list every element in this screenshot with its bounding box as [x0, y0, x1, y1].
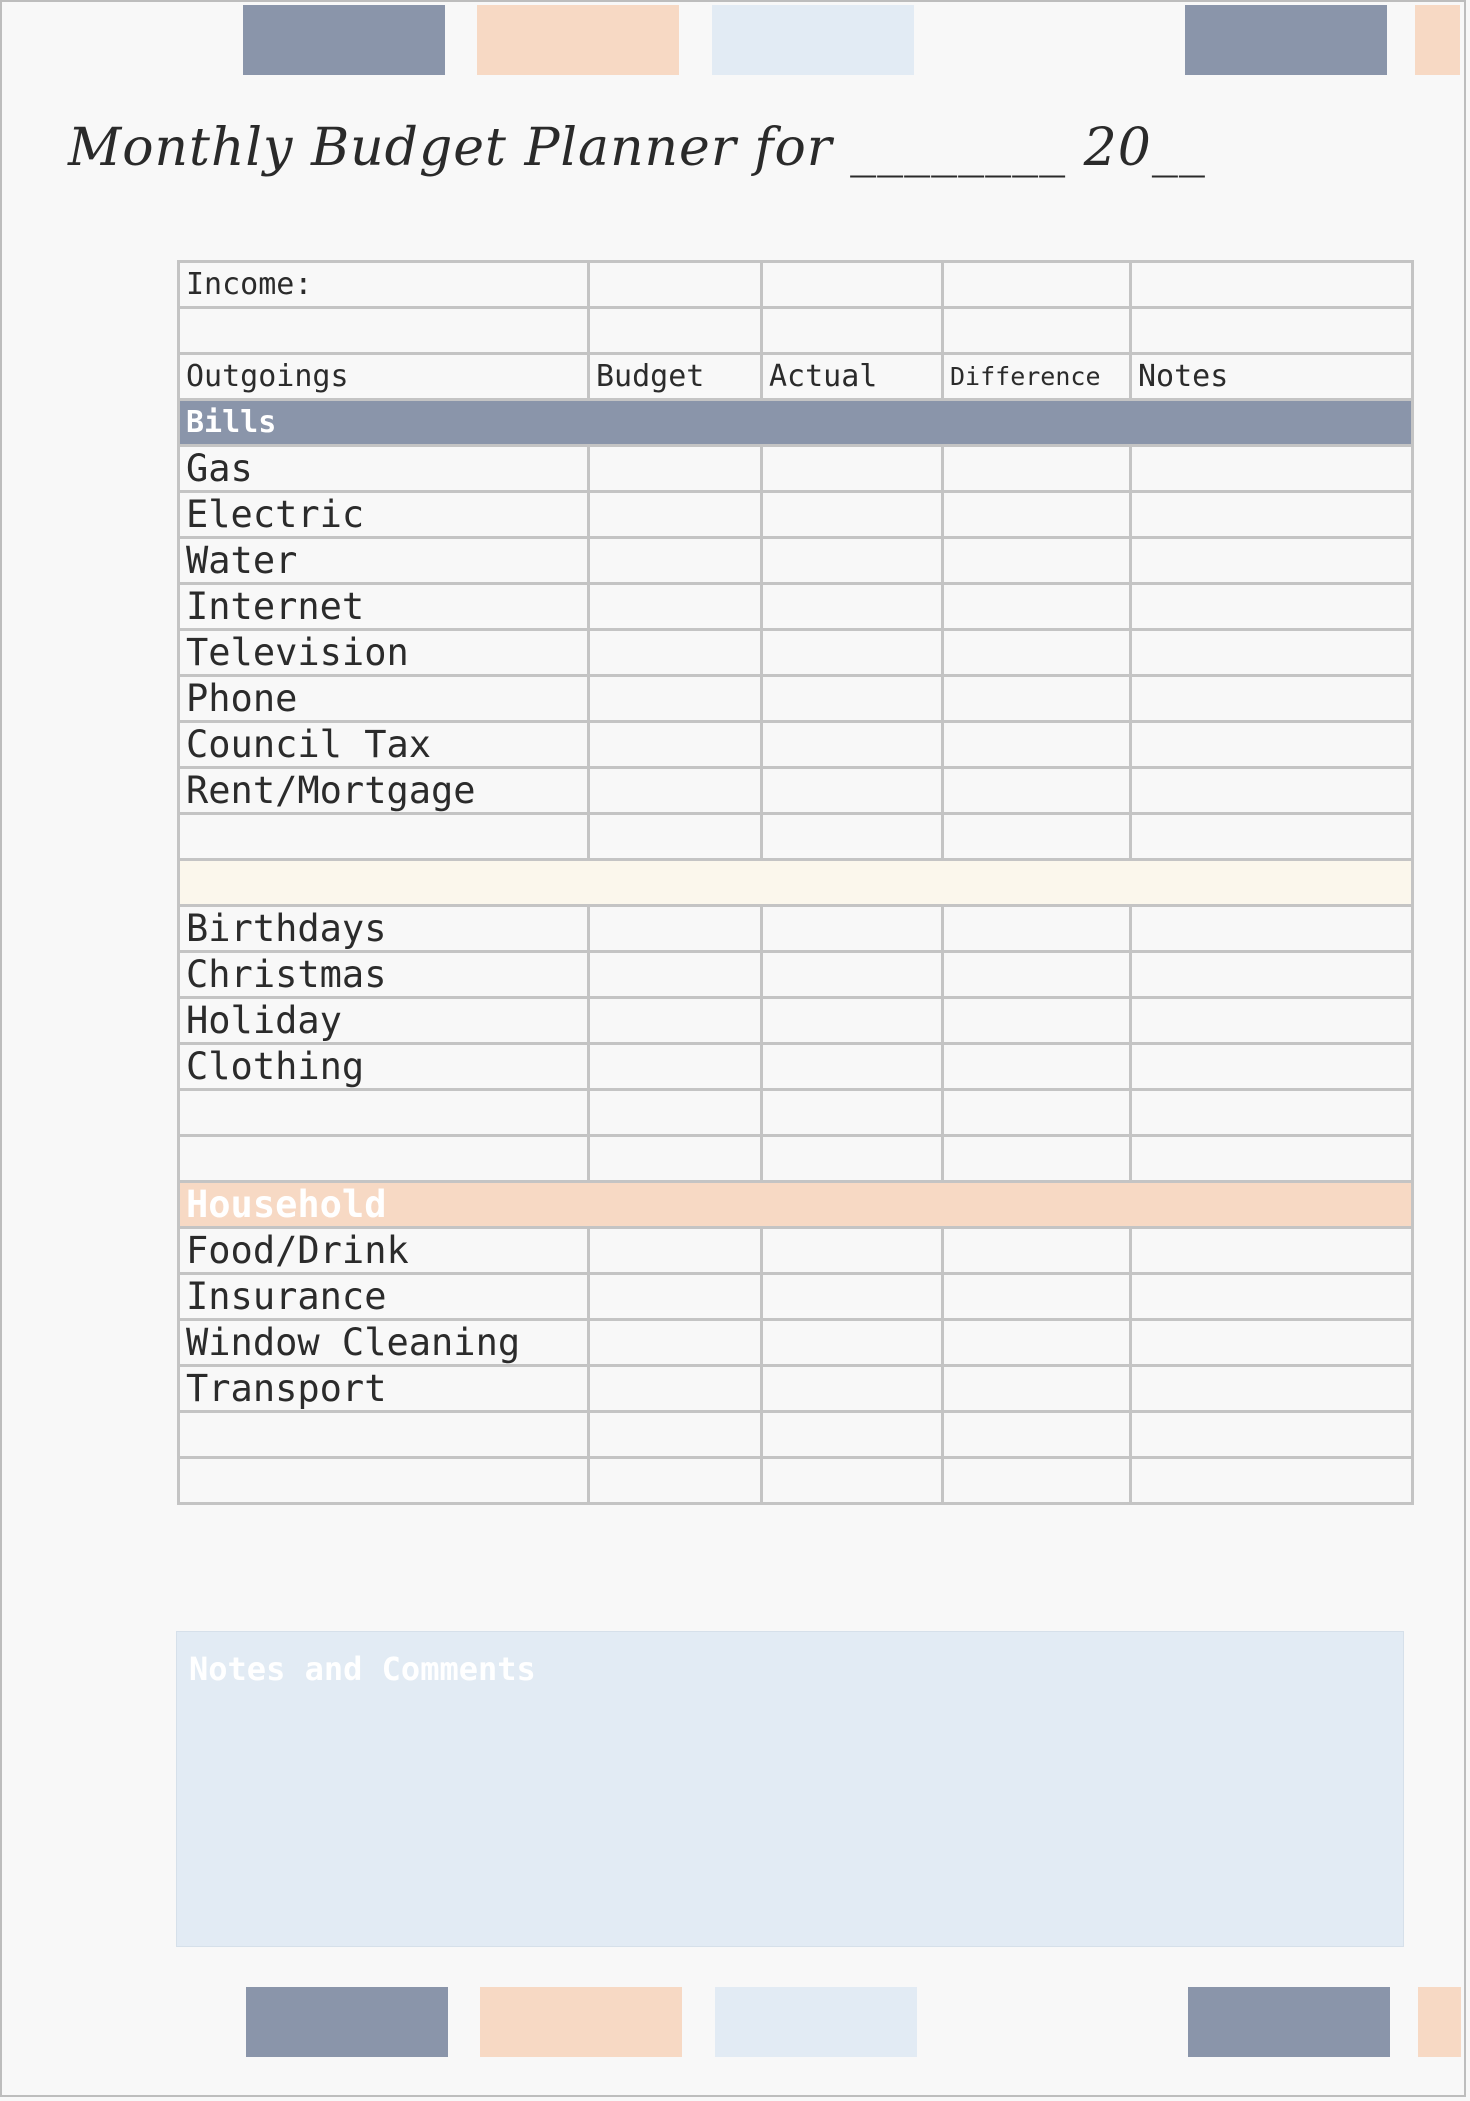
blank-cell[interactable] [762, 814, 943, 860]
table-row-blank [179, 1458, 1413, 1504]
blank-cell[interactable] [762, 308, 943, 354]
notes-cell[interactable] [1131, 1274, 1413, 1320]
budget-cell[interactable] [589, 768, 762, 814]
income-difference-cell[interactable] [943, 262, 1131, 308]
table-row [179, 676, 1413, 722]
table-row [179, 584, 1413, 630]
row-label: Christmas [179, 952, 589, 998]
col-header-notes: Notes [1131, 354, 1413, 400]
actual-cell[interactable] [762, 538, 943, 584]
budget-cell[interactable] [589, 538, 762, 584]
blank-cell[interactable] [943, 1090, 1131, 1136]
budget-table [177, 260, 1414, 1505]
row-label: Internet [179, 584, 589, 630]
blank-cell[interactable] [762, 1136, 943, 1182]
blank-cell[interactable] [589, 1136, 762, 1182]
difference-cell[interactable] [943, 1366, 1131, 1412]
difference-cell[interactable] [943, 538, 1131, 584]
table-row [179, 998, 1413, 1044]
difference-cell[interactable] [943, 722, 1131, 768]
header-row [179, 354, 1413, 400]
table-row [179, 446, 1413, 492]
notes-cell[interactable] [1131, 630, 1413, 676]
table-row [179, 906, 1413, 952]
table-row [179, 722, 1413, 768]
table-row-blank [179, 1136, 1413, 1182]
blank-cell[interactable] [1131, 814, 1413, 860]
top-swatch-peach-1 [477, 5, 679, 75]
section-band-fill [179, 860, 1413, 906]
bottom-swatch-peach-2 [1418, 1987, 1461, 2057]
section-label-household: Household [179, 1182, 1413, 1228]
blank-cell[interactable] [943, 308, 1131, 354]
actual-cell[interactable] [762, 906, 943, 952]
income-budget-cell[interactable] [589, 262, 762, 308]
top-swatch-slate-2 [1185, 5, 1387, 75]
table-row [179, 630, 1413, 676]
row-label: Gas [179, 446, 589, 492]
table-row [179, 1320, 1413, 1366]
difference-cell[interactable] [943, 584, 1131, 630]
budget-cell[interactable] [589, 1366, 762, 1412]
row-label: Rent/Mortgage [179, 768, 589, 814]
actual-cell[interactable] [762, 768, 943, 814]
income-row [179, 262, 1413, 308]
income-label: Income: [179, 262, 589, 308]
difference-cell[interactable] [943, 998, 1131, 1044]
budget-cell[interactable] [589, 630, 762, 676]
blank-cell[interactable] [179, 1090, 589, 1136]
row-label: Transport [179, 1366, 589, 1412]
difference-cell[interactable] [943, 768, 1131, 814]
difference-cell[interactable] [943, 492, 1131, 538]
blank-cell[interactable] [179, 1412, 589, 1458]
budget-cell[interactable] [589, 1228, 762, 1274]
notes-cell[interactable] [1131, 676, 1413, 722]
notes-cell[interactable] [1131, 952, 1413, 998]
income-notes-cell[interactable] [1131, 262, 1413, 308]
row-label: Insurance [179, 1274, 589, 1320]
actual-cell[interactable] [762, 722, 943, 768]
blank-cell[interactable] [943, 1412, 1131, 1458]
budget-cell[interactable] [589, 1320, 762, 1366]
difference-cell[interactable] [943, 906, 1131, 952]
notes-cell[interactable] [1131, 1320, 1413, 1366]
table-row-blank [179, 814, 1413, 860]
row-label: Birthdays [179, 906, 589, 952]
actual-cell[interactable] [762, 584, 943, 630]
blank-cell[interactable] [589, 308, 762, 354]
row-label: Window Cleaning [179, 1320, 589, 1366]
blank-cell[interactable] [589, 1090, 762, 1136]
col-header-outgoings: Outgoings [179, 354, 589, 400]
actual-cell[interactable] [762, 676, 943, 722]
budget-cell[interactable] [589, 998, 762, 1044]
notes-cell[interactable] [1131, 906, 1413, 952]
difference-cell[interactable] [943, 446, 1131, 492]
budget-cell[interactable] [589, 1274, 762, 1320]
notes-cell[interactable] [1131, 1366, 1413, 1412]
actual-cell[interactable] [762, 998, 943, 1044]
section-band-household [179, 1182, 1413, 1228]
blank-cell[interactable] [1131, 1090, 1413, 1136]
notes-cell[interactable] [1131, 1228, 1413, 1274]
bottom-swatch-blue-1 [715, 1987, 917, 2057]
budget-cell[interactable] [589, 906, 762, 952]
blank-cell[interactable] [1131, 1136, 1413, 1182]
notes-cell[interactable] [1131, 1044, 1413, 1090]
notes-box[interactable] [176, 1631, 1404, 1947]
table-row [179, 1044, 1413, 1090]
col-header-actual: Actual [762, 354, 943, 400]
blank-cell[interactable] [1131, 1458, 1413, 1504]
table-row [179, 1274, 1413, 1320]
actual-cell[interactable] [762, 446, 943, 492]
notes-cell[interactable] [1131, 722, 1413, 768]
notes-cell[interactable] [1131, 446, 1413, 492]
budget-cell[interactable] [589, 952, 762, 998]
col-header-difference: Difference [943, 354, 1131, 400]
section-band-unlabeled [179, 860, 1413, 906]
notes-cell[interactable] [1131, 998, 1413, 1044]
notes-cell[interactable] [1131, 584, 1413, 630]
notes-label: Notes and Comments [189, 1650, 536, 1688]
row-label: Television [179, 630, 589, 676]
notes-cell[interactable] [1131, 768, 1413, 814]
difference-cell[interactable] [943, 1320, 1131, 1366]
actual-cell[interactable] [762, 952, 943, 998]
difference-cell[interactable] [943, 676, 1131, 722]
budget-cell[interactable] [589, 492, 762, 538]
top-swatch-peach-2 [1415, 5, 1460, 75]
blank-cell[interactable] [589, 814, 762, 860]
bottom-swatch-slate-1 [246, 1987, 448, 2057]
table-row [179, 492, 1413, 538]
row-label: Electric [179, 492, 589, 538]
row-label: Clothing [179, 1044, 589, 1090]
blank-cell[interactable] [1131, 1412, 1413, 1458]
page-title: Monthly Budget Planner for ________ 20__ [68, 118, 1206, 178]
actual-cell[interactable] [762, 1044, 943, 1090]
table-row [179, 1366, 1413, 1412]
row-label: Food/Drink [179, 1228, 589, 1274]
actual-cell[interactable] [762, 1320, 943, 1366]
income-actual-cell[interactable] [762, 262, 943, 308]
budget-cell[interactable] [589, 722, 762, 768]
difference-cell[interactable] [943, 1228, 1131, 1274]
section-band-bills [179, 400, 1413, 446]
row-label: Council Tax [179, 722, 589, 768]
blank-cell[interactable] [762, 1090, 943, 1136]
notes-cell[interactable] [1131, 538, 1413, 584]
blank-cell[interactable] [179, 308, 589, 354]
blank-cell[interactable] [943, 814, 1131, 860]
actual-cell[interactable] [762, 1228, 943, 1274]
blank-cell[interactable] [943, 1136, 1131, 1182]
budget-cell[interactable] [589, 1044, 762, 1090]
row-label: Phone [179, 676, 589, 722]
row-label: Holiday [179, 998, 589, 1044]
bottom-swatch-slate-2 [1188, 1987, 1390, 2057]
budget-cell[interactable] [589, 676, 762, 722]
table-row [179, 1228, 1413, 1274]
actual-cell[interactable] [762, 492, 943, 538]
difference-cell[interactable] [943, 630, 1131, 676]
bottom-swatch-peach-1 [480, 1987, 682, 2057]
table-row [179, 768, 1413, 814]
blank-cell[interactable] [762, 1412, 943, 1458]
actual-cell[interactable] [762, 1274, 943, 1320]
income-entry-row [179, 308, 1413, 354]
difference-cell[interactable] [943, 952, 1131, 998]
actual-cell[interactable] [762, 630, 943, 676]
budget-cell[interactable] [589, 584, 762, 630]
notes-cell[interactable] [1131, 492, 1413, 538]
blank-cell[interactable] [762, 1458, 943, 1504]
blank-cell[interactable] [179, 1458, 589, 1504]
budget-cell[interactable] [589, 446, 762, 492]
actual-cell[interactable] [762, 1366, 943, 1412]
row-label: Water [179, 538, 589, 584]
difference-cell[interactable] [943, 1044, 1131, 1090]
blank-cell[interactable] [179, 814, 589, 860]
blank-cell[interactable] [589, 1458, 762, 1504]
section-label-bills: Bills [179, 400, 1413, 446]
table-row [179, 952, 1413, 998]
table-row-blank [179, 1090, 1413, 1136]
top-swatch-blue-1 [712, 5, 914, 75]
col-header-budget: Budget [589, 354, 762, 400]
blank-cell[interactable] [943, 1458, 1131, 1504]
table-row-blank [179, 1412, 1413, 1458]
blank-cell[interactable] [1131, 308, 1413, 354]
blank-cell[interactable] [179, 1136, 589, 1182]
table-row [179, 538, 1413, 584]
blank-cell[interactable] [589, 1412, 762, 1458]
difference-cell[interactable] [943, 1274, 1131, 1320]
top-swatch-slate-1 [243, 5, 445, 75]
